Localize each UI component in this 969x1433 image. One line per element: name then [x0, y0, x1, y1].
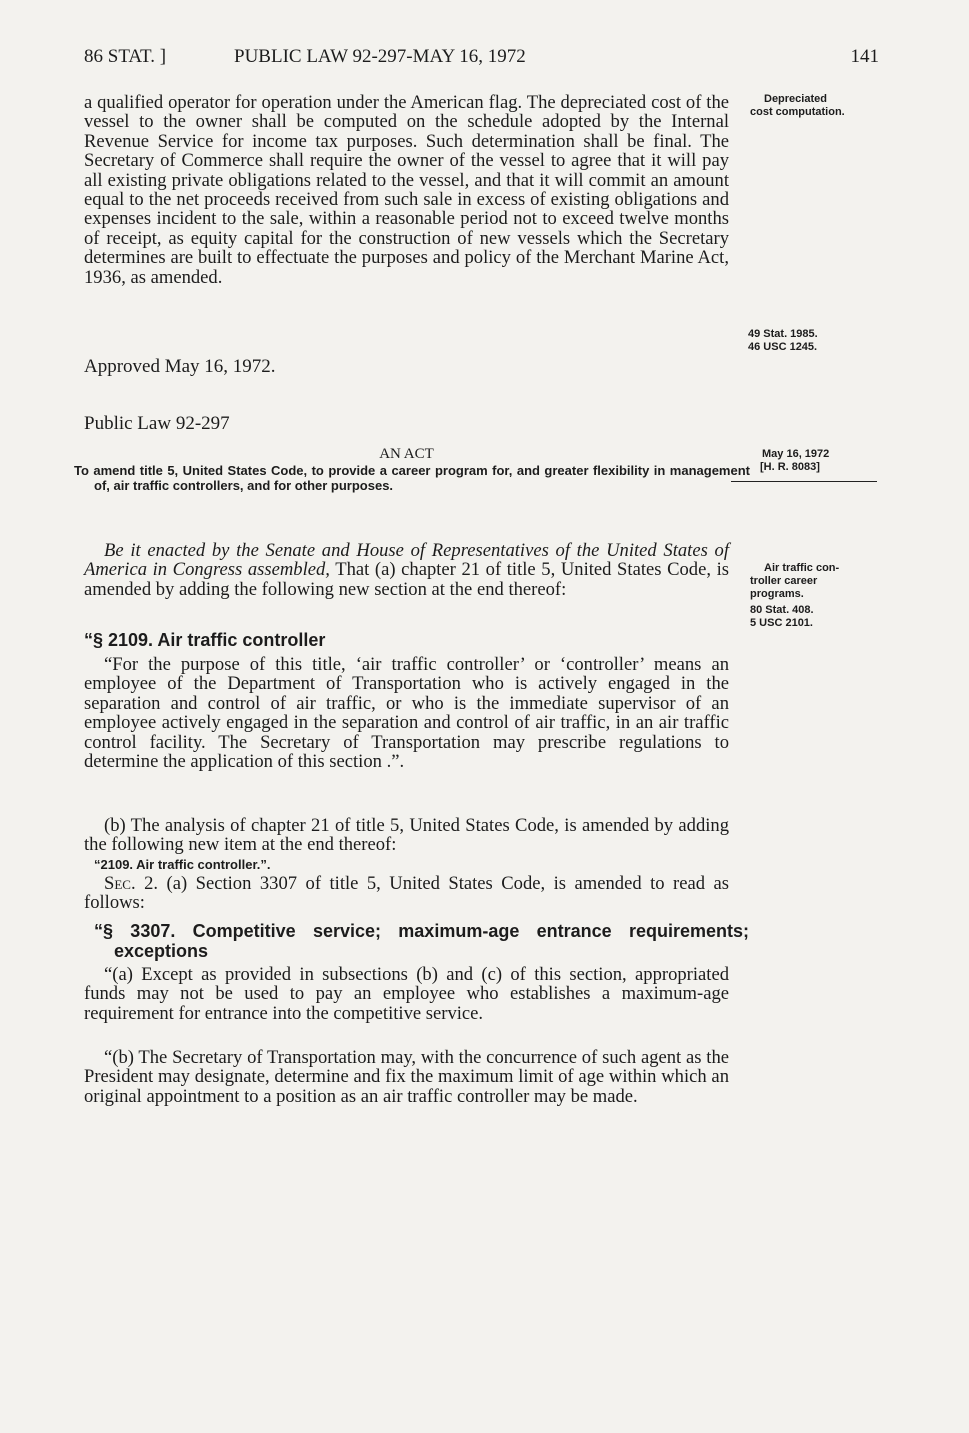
subsection-b: (b) The analysis of chapter 21 of title 5, United States Code, is amended by adding the following new item at the end thereof:: [84, 815, 729, 856]
running-head: [84, 46, 879, 76]
section-3307-a: “(a) Except as provided in subsections (b) and (c) of this section, appropriated funds may not be used to pay an employee who establishes a maximum-age requirement for entrance into the competitive service.: [84, 964, 729, 1024]
section-3307-heading: “§ 3307. Competitive service; maximum-age entrance requirements; exceptions: [94, 921, 749, 961]
margin-note-atc-2: troller career: [750, 575, 818, 587]
section-2-paragraph: [84, 874, 729, 913]
section-3307-b: “(b) The Secretary of Transportation may, with the concurrence of such agent as the President may designate, determine and fix the maximum limit of age within which an original appointment to a position as an air traffic controller may be made.: [84, 1047, 729, 1107]
an-act-label: AN ACT: [379, 446, 434, 462]
volume-reference: 86 STAT. ]: [84, 46, 167, 67]
enacting-clause-text: That (a) chapter 21 of title 5, United States Code, is amended by adding the following new section at the end thereof:: [84, 559, 729, 600]
continuation-paragraph: a qualified operator for operation under the American flag. The depreciated cost of the vessel to the owner shall be computed on the schedule adopted by the Internal Revenue Service for income tax purposes. Such determination shall be final. The Secretary of Commerce shall require the owner of the vessel to agree that it will pay all existing private obligations related to the vessel, and that it will commit an amount equal to the net proceeds received from such sale in excess of existing obligations and expenses incident to the sale, within a reasonable period not to exceed twelve months of receipt, as equity capital for the construction of new vessels which the Secretary determines are built to effectuate the purposes and policy of the Merchant Marine Act, 1936, as amended.: [84, 92, 729, 288]
margin-divider-rule: [731, 481, 877, 482]
margin-note-bill: [H. R. 8083]: [760, 461, 820, 473]
public-law-title: Public Law 92-297: [84, 413, 230, 434]
enacting-clause-italic: Be it enacted by the Senate and House of Representatives of the United States of America in Congress assembled,: [84, 540, 729, 581]
analysis-item: “2109. Air traffic controller.”.: [94, 857, 271, 872]
act-purpose: To amend title 5, United States Code, to provide a career program for, and greater flexibility in management of, air traffic controllers, and for other purposes.: [74, 463, 750, 493]
section-2109-text: “For the purpose of this title, ‘air traffic controller’ or ‘controller’ means an employee of the Department of Transportation who is actively engaged in the separation and control of air traffic, or who is the immediate supervisor of an employee actively engaged in the separation and control of air traffic, in an air traffic control facility. The Secretary of Transportation may prescribe regulations to determine the application of this section .”.: [84, 654, 729, 773]
margin-note-usc-2101: 5 USC 2101.: [750, 617, 813, 629]
margin-note-stat-1985: 49 Stat. 1985.: [748, 328, 818, 340]
page-number: 141: [850, 46, 879, 67]
sec2-text: (a) Section 3307 of title 5, United States Code, is amended to read as follows:: [84, 873, 729, 914]
margin-note-cost-computation: cost computation.: [750, 106, 845, 118]
enacting-clause: [84, 541, 729, 599]
margin-note-date: May 16, 1972: [762, 448, 830, 460]
approval-line: Approved May 16, 1972.: [84, 356, 276, 377]
margin-note-usc-1245: 46 USC 1245.: [748, 341, 818, 353]
margin-note-stat-408: 80 Stat. 408.: [750, 604, 814, 616]
law-title-header: PUBLIC LAW 92-297-MAY 16, 1972: [234, 46, 526, 67]
sec2-label: Sec. 2.: [104, 873, 159, 894]
margin-note-depreciated: Depreciated: [764, 93, 827, 105]
margin-note-atc-1: Air traffic con-: [764, 562, 840, 574]
section-2109-heading: “§ 2109. Air traffic controller: [84, 630, 326, 650]
margin-note-atc-3: programs.: [750, 588, 804, 600]
